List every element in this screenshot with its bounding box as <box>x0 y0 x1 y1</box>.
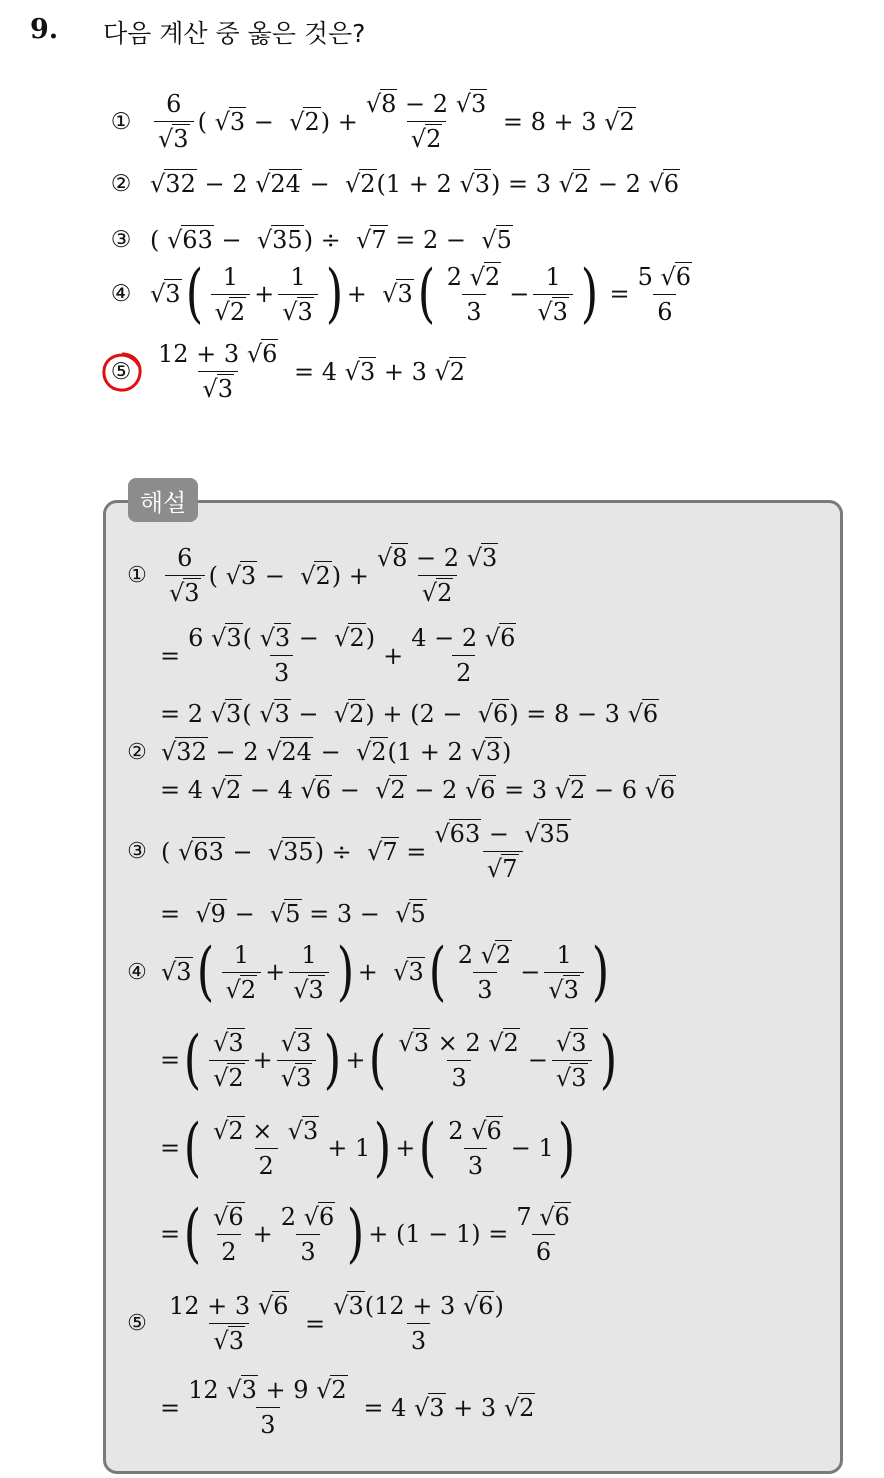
explanation-4-line-1: ④ √3 ( $\frac{1}{√2}$ + $\frac{1}{√3}$ ) + √3 ( $\frac{2 √2}{3}$ − $\frac{1}{√3}$ ) <box>127 935 610 1009</box>
explanation-1-line-1: ① $\frac{6}{√3}$ ( √3 − √2) + $\frac{√8 - 2 √3}{√2}$ <box>127 544 498 607</box>
explanation-4-line-3: = ( $\frac{√2 \times √3}{2}$ + 1 ) + ( $\frac{2 √6}{3}$ − 1 ) <box>160 1111 576 1185</box>
explanation-2-line-1: ② √32 − 2 √24 − √2(1 + 2 √3) <box>127 738 512 766</box>
explanation-tag: 해설 <box>128 478 198 522</box>
explanation-4-line-2: = ( $\frac{√3}{√2}$ + $\frac{√3}{√3}$ ) + ( $\frac{√3 \times 2 √2}{3}$ − $\frac{√3}{√3}$ ) <box>160 1023 617 1097</box>
choice-4-marker: ④ <box>110 281 132 307</box>
choice-1[interactable]: ① $\frac{6}{√3}$ ( √3 − √2) + $\frac{√8 - 2 √3}{√2}$ = 8 + 3 √2 <box>108 90 636 153</box>
question-text: 다음 계산 중 옳은 것은? <box>103 19 366 48</box>
choice-5-marker: ⑤ <box>110 358 132 385</box>
choice-2-marker: ② <box>110 171 132 197</box>
explanation-5-line-1: ⑤ $\frac{12 + 3 √6}{√3}$ = $\frac{√3(12 + 3 √6)}{3}$ <box>127 1292 504 1355</box>
choice-1-marker: ① <box>110 108 132 135</box>
explanation-5-line-2: = $\frac{12 √3 + 9 √2}{3}$ = 4 √3 + 3 √2 <box>160 1376 535 1439</box>
choice-4[interactable]: ④ √3 ( $\frac{1}{√2}$ + $\frac{1}{√3}$ ) + √3 ( $\frac{2 √2}{3}$ − $\frac{1}{√3}$ ) = $\frac{5 √6}{6}$ <box>108 262 700 326</box>
explanation-1-line-2: = $\frac{6 √3( √3 - √2)}{3}$ + $\frac{4 - 2 √6}{2}$ <box>160 624 516 687</box>
choice-3[interactable]: ③ ( √63 − √35) ÷ √7 = 2 − √5 <box>108 226 513 254</box>
explanation-3-line-1: ③ ( √63 − √35) ÷ √7 = $\frac{√63 - √35}{√7}$ <box>127 820 571 883</box>
question-number: 9. <box>30 14 59 45</box>
explanation-3-line-2: = √9 − √5 = 3 − √5 <box>160 900 426 928</box>
explanation-1-line-3: = 2 √3( √3 − √2) + (2 − √6) = 8 − 3 √6 <box>160 700 659 728</box>
explanation-4-line-4: = ( $\frac{√6}{2}$ + $\frac{2 √6}{3}$ ) + (1 − 1) = $\frac{7 √6}{6}$ <box>160 1197 570 1271</box>
explanation-2-line-2: = 4 √2 − 4 √6 − √2 − 2 √6 = 3 √2 − 6 √6 <box>160 776 676 804</box>
choice-3-marker: ③ <box>110 227 132 253</box>
choice-2[interactable]: ② √32 − 2 √24 − √2(1 + 2 √3) = 3 √2 − 2 √6 <box>108 170 680 198</box>
choice-5[interactable]: ⑤ $\frac{12 + 3 √6}{√3}$ = 4 √3 + 3 √2 <box>108 340 466 403</box>
